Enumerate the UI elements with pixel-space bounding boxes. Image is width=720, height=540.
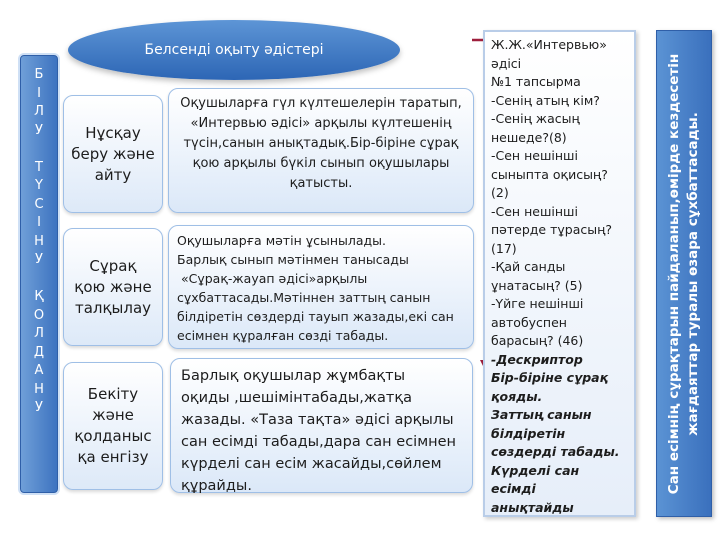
row-label-line: талқылау [74, 298, 152, 317]
row-content-line: Барлық сынып мәтінмен танысады [177, 252, 409, 267]
task-line: әдісі [491, 55, 522, 71]
vertical-letter: Д [33, 344, 45, 360]
row-label-line: Нұсқау [85, 123, 141, 142]
descriptor-line: Күрделі сан есімді [491, 462, 580, 496]
vertical-letter: С [34, 196, 44, 212]
descriptor-line: Заттың санын [491, 407, 592, 422]
task-line: барасың? (46) [491, 333, 584, 348]
task-line: -Сен нешінші [491, 203, 578, 219]
task-line: Ж.Ж.«Интервью» [491, 37, 607, 52]
row-content-line: Оқушыларға мәтін ұсынылады. [177, 233, 387, 248]
descriptor-line: Бір-біріне сұрақ [491, 370, 609, 385]
vertical-title-bar [20, 55, 58, 493]
descriptor-line: сөздерді табады. [491, 444, 620, 459]
row-content-line: есімнен құралған сөзді табады. [177, 328, 389, 343]
vertical-letter: А [34, 363, 44, 378]
row-label-box [63, 95, 163, 213]
row-content-line: құрайды. [181, 478, 252, 494]
row-content-line: қою арқылы бүкіл сынып оқушылары [192, 156, 450, 171]
row-label-line: қою және [74, 277, 152, 296]
vertical-letter: У [35, 122, 43, 138]
row-label-line: Сұрақ [89, 256, 137, 275]
descriptor-line: білдіретін [491, 425, 566, 441]
row-label-line: беру және [71, 144, 155, 163]
row-content-box [170, 358, 473, 493]
task-line: пәтерде тұрасың? [491, 222, 612, 237]
header-ellipse [68, 20, 400, 80]
task-line: (17) [491, 240, 517, 256]
task-line: -Қай санды [491, 259, 566, 274]
task-line: -Үйге нешінші [491, 296, 584, 311]
vertical-letter: Б [34, 67, 44, 82]
vertical-letter: У [35, 252, 43, 267]
row-label-line: қолданыс [74, 427, 152, 445]
task-line: -Сен нешінші [491, 148, 578, 163]
task-line: сыныпта оқисың? [491, 166, 608, 182]
row-content-line: «Сұрақ-жауап әдісі»арқылы [177, 271, 368, 286]
task-line: (2) [491, 185, 509, 200]
row-content-line: білдіретін сөздерді тауып жазады,екі сан [177, 309, 454, 324]
descriptor-line: -Дескриптор [491, 351, 583, 367]
row-content-line: сұхбаттасады.Мәтіннен заттың санын [177, 290, 431, 305]
task-line: №1 тапсырма [491, 74, 581, 89]
vertical-letter: Л [34, 104, 44, 119]
vertical-letter: Л [34, 326, 44, 341]
descriptor-line: анықтайды [491, 499, 574, 515]
interview-task-column [483, 30, 636, 517]
row-label-box [63, 362, 163, 490]
row-content-box [168, 88, 474, 213]
summary-line: жағдаяттар туралы өзара сұхбаттасады. [685, 111, 701, 436]
vertical-letter: Н [34, 233, 44, 249]
vertical-letter: Ү [35, 178, 43, 193]
row-content-line: күрделі сан есім жасайды,сөйлем [181, 456, 442, 472]
task-line: автобуспен [491, 314, 567, 330]
descriptor-line: қояды. [491, 388, 543, 404]
summary-line: Сан есімнің сұрақтарын пайдаланып,өмірде кездесетін [666, 53, 682, 494]
row-content-box [168, 225, 474, 349]
task-line: -Сенің атың кім? [491, 92, 600, 108]
row-label-line: қа енгізу [77, 448, 149, 466]
row-label-line: Бекіту [87, 385, 139, 403]
row-label-line: айту [94, 165, 132, 184]
vertical-letter: О [33, 307, 45, 323]
summary-vertical-bar [656, 30, 712, 517]
task-line: ұнатасың? (5) [491, 277, 583, 293]
task-line: -Сенің жасың [491, 111, 580, 126]
row-content-line: оқиды ,шешімінтабады,жатқа [181, 390, 412, 406]
vertical-letter: Т [35, 159, 43, 175]
row-content-line: түсін,санын анықтадық.Бір-біріне сұрақ [183, 136, 459, 151]
row-content-line: жазады. «Таза тақта» әдісі арқылы [181, 412, 454, 428]
row-content-line: Оқушыларға гүл күлтешелерін таратып, [180, 96, 462, 111]
header-title: Белсенді оқыту әдістері [144, 42, 324, 58]
vertical-letter: І [37, 85, 41, 101]
row-content-line: «Интервью әдісі» арқылы күлтешенің [190, 116, 452, 131]
task-line: нешеде?(8) [491, 129, 567, 145]
vertical-letter: Қ [34, 289, 44, 304]
vertical-letter: У [35, 400, 43, 415]
summary-text [665, 39, 703, 509]
row-content-line: сан есімді табады,дара сан есімнен [181, 434, 457, 450]
row-label-box [63, 228, 163, 346]
vertical-letter: І [37, 215, 41, 230]
vertical-letter: Н [34, 381, 44, 397]
row-content-line: Барлық оқушылар жұмбақты [181, 368, 406, 384]
row-content-line: қатысты. [289, 176, 353, 191]
row-label-line: және [92, 406, 134, 424]
